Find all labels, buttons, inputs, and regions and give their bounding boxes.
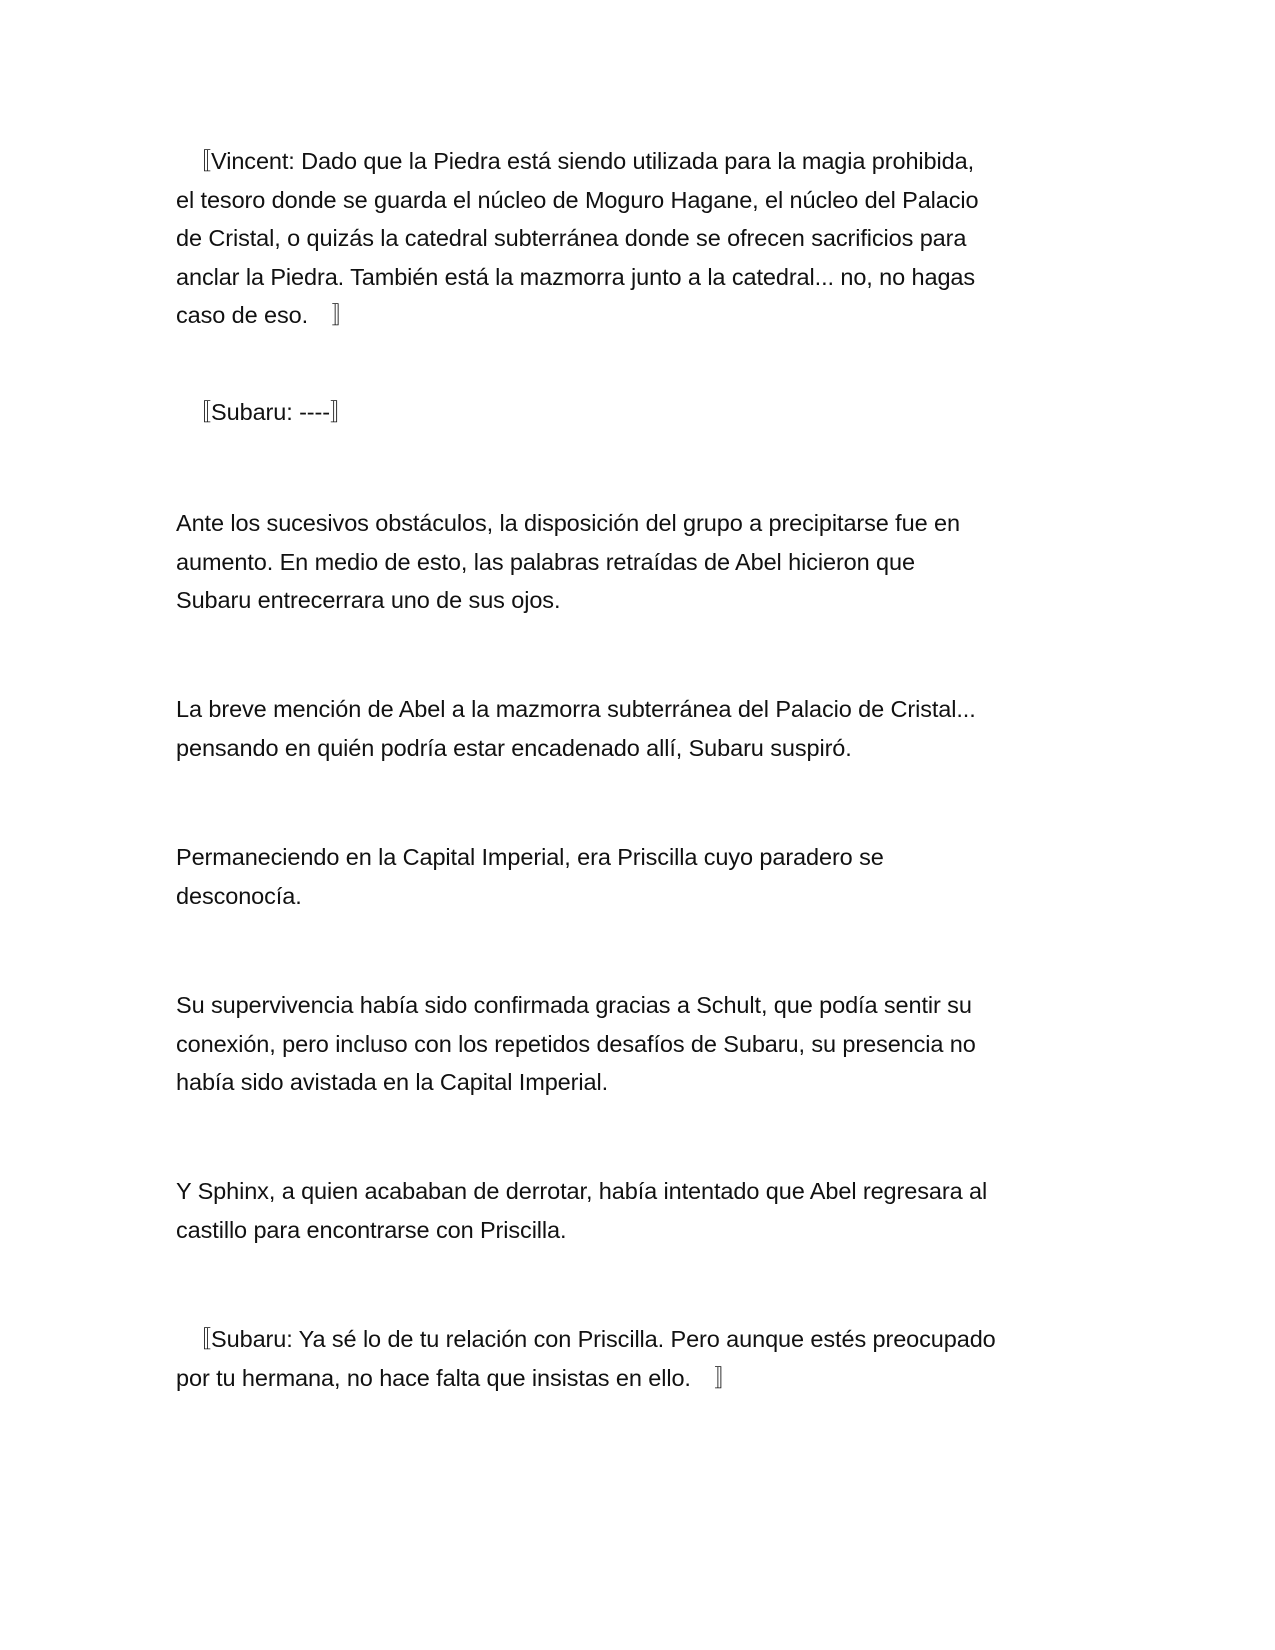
paragraph-narration-survival [176, 986, 1116, 1102]
text-line: Subaru entrecerrara uno de sus ojos. [176, 587, 561, 613]
text-line: de Cristal, o quizás la catedral subterránea donde se ofrecen sacrificios para [176, 225, 967, 251]
text-line: caso de eso. 〛 [176, 302, 355, 328]
text-line: Y Sphinx, a quien acababan de derrotar, había intentado que Abel regresara al [176, 1178, 988, 1204]
text-line: pensando en quién podría estar encadenado allí, Subaru suspiró. [176, 734, 852, 761]
text-line: desconocía. [176, 882, 302, 909]
text-line: conexión, pero incluso con los repetidos desafíos de Subaru, su presencia no [176, 1030, 976, 1057]
paragraph-narration-dungeon [176, 690, 1116, 767]
text-line: aumento. En medio de esto, las palabras retraídas de Abel hicieron que [176, 548, 915, 575]
paragraph-subaru-dialogue [176, 393, 1116, 432]
text-line: el tesoro donde se guarda el núcleo de Moguro Hagane, el núcleo del Palacio [176, 186, 979, 213]
paragraph-vincent-dialogue [176, 142, 1116, 335]
text-line: La breve mención de Abel a la mazmorra subterránea del Palacio de Cristal... [176, 696, 976, 722]
text-line: anclar la Piedra. También está la mazmorra junto a la catedral... no, no hagas [176, 263, 976, 290]
text-line: 〚Subaru: Ya sé lo de tu relación con Priscilla. Pero aunque estés preocupado [176, 1326, 996, 1352]
text-line: Permaneciendo en la Capital Imperial, era Priscilla cuyo paradero se [176, 844, 884, 870]
paragraph-narration-priscilla [176, 838, 1116, 915]
text-line: 〚Subaru: ----〛 [176, 399, 354, 425]
text-line: Ante los sucesivos obstáculos, la disposición del grupo a precipitarse fue en [176, 510, 960, 536]
text-line: había sido avistada en la Capital Imperial. [176, 1069, 609, 1095]
text-line: 〚Vincent: Dado que la Piedra está siendo utilizada para la magia prohibida, [176, 148, 974, 174]
text-line: por tu hermana, no hace falta que insistas en ello. 〛 [176, 1364, 738, 1391]
text-line: Su supervivencia había sido confirmada gracias a Schult, que podía sentir su [176, 992, 972, 1018]
paragraph-narration-sphinx [176, 1172, 1116, 1249]
paragraph-narration-obstacles [176, 504, 1116, 620]
text-line: castillo para encontrarse con Priscilla. [176, 1216, 567, 1243]
paragraph-subaru-closing-dialogue [176, 1320, 1116, 1397]
